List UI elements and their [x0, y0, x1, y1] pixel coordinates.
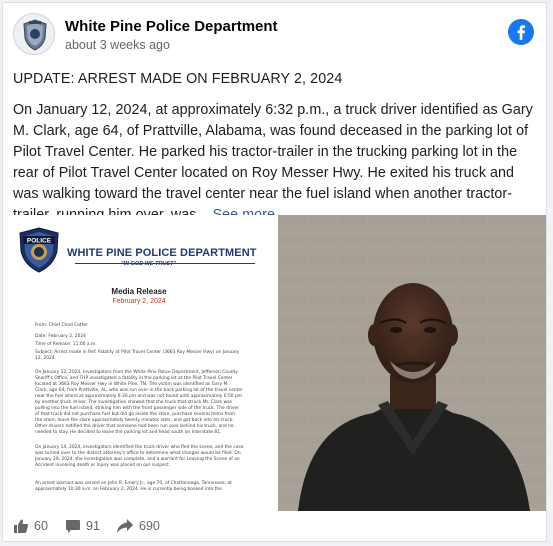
- police-badge-icon: [14, 14, 55, 55]
- update-headline: UPDATE: ARREST MADE ON FEBRUARY 2, 2024: [13, 71, 343, 87]
- post-media: [3, 215, 547, 511]
- document-line: pulling into the fuel island, striking him with the front passenger side of the truck. The driver: [35, 406, 239, 411]
- like-icon: [13, 518, 29, 534]
- post-footer: [3, 509, 547, 541]
- share-count[interactable]: [116, 518, 160, 534]
- post-text: [13, 69, 541, 226]
- document-line: the store, leave the store approximately twenty minutes later, and get back into his truck.: [35, 418, 234, 423]
- page-name[interactable]: White Pine Police Department: [65, 18, 278, 35]
- document-line: located at 3663 Roy Messer Hwy in White Pine, TN. The victim was identified as Gary M.: [35, 382, 229, 387]
- document-line: Accident involving death or injury was placed on our suspect.: [35, 463, 171, 468]
- document-line: An arrest warrant was served on John R. Emery Jr., age 70, of Chattanooga, Tennessee, at: [35, 481, 232, 486]
- document-line: On January 12, 2024, Investigators from the White Pine Police Department, Jefferson County: [35, 370, 238, 375]
- document-line: of that truck did not purchase fuel but did go inside the store, purchase several items from: [35, 412, 235, 417]
- document-line: From: Chief Chad Cotter: [35, 323, 88, 328]
- share-count-label: 690: [139, 519, 160, 533]
- document-line: Clark, age 64, from Prattville, AL, who was run over in the back parking lot of the travel center: [35, 388, 243, 393]
- document-line: 12, 2024.: [35, 356, 56, 361]
- document-line: near the fuel island at approximately 6:30 pm and was not found until approximately 6:50 pm: [35, 394, 243, 399]
- document-title: Media Release: [111, 287, 167, 296]
- document-line: Time of Release: 11:00 a.m.: [35, 342, 97, 347]
- post-body: [13, 100, 541, 226]
- booking-photo[interactable]: [278, 215, 547, 511]
- like-count[interactable]: [13, 518, 48, 534]
- police-badge-icon: [17, 227, 61, 273]
- document-line: Date: February 2, 2024: [35, 334, 86, 339]
- document-line: On January 14, 2024, investigators identified the truck driver who fled the scene, and the case: [35, 445, 244, 450]
- document-line: was turned over to the district attorney's office to determine what charges would be filed. On: [35, 451, 241, 456]
- document-motto: "IN GOD WE TRUST": [121, 261, 177, 267]
- post-timestamp[interactable]: about 3 weeks ago: [65, 38, 170, 52]
- post-card: [2, 2, 547, 542]
- badge-label: POLICE: [26, 237, 52, 245]
- like-count-label: 60: [34, 519, 48, 533]
- document-department-name: WHITE PINE POLICE DEPARTMENT: [67, 247, 257, 259]
- document-line: needed to stay. He decided to leave the parking lot and head south on Interstate 81.: [35, 430, 222, 435]
- document-line: January 29, 2024, the investigation was complete, and a warrant for Leaving the Scene of an: [35, 457, 240, 462]
- booking-photo-image: [278, 215, 547, 511]
- share-icon: [116, 518, 134, 534]
- document-line: by another truck driver. The investigation showed that the truck that struck Mr. Clark was: [35, 400, 233, 405]
- media-release-document[interactable]: [3, 215, 277, 511]
- document-line: Sheriff's Office, and THP investigated a fatality in the parking lot at the Pilot Travel Center: [35, 376, 233, 381]
- post-header: [13, 13, 536, 57]
- document-letterhead: [17, 227, 267, 277]
- facebook-icon[interactable]: [508, 19, 534, 45]
- document-date: February 2, 2024: [112, 298, 166, 305]
- page-avatar[interactable]: [13, 13, 55, 55]
- post-body-text: On January 12, 2024, at approximately 6:32 p.m., a truck driver identified as Gary M. Clark, age 64, of Prattville, Alabama, was found deceased in the parking lot of Pilot Travel Center. He parked his tractor-trailer in the trucking parking lot in the rear of Pilot Travel Center located on Roy Messer Hwy. He exited his truck and was walking toward the travel center near the fuel island when another tractor-: [13, 102, 533, 202]
- document-line: Subject: Arrest made in Ref: Fatality at Pilot Travel Center (3663 Roy Messer Hwy) on January: [35, 350, 240, 355]
- comment-icon: [65, 518, 81, 534]
- document-line: approximately 10:30 a.m. on February 2, 2024. He is currently being booked into the: [35, 487, 222, 492]
- comment-count-label: 91: [86, 519, 100, 533]
- document-line: Other drivers notified the driver that someone had been run over behind his truck, and he: [35, 424, 234, 429]
- comment-count[interactable]: [65, 518, 100, 534]
